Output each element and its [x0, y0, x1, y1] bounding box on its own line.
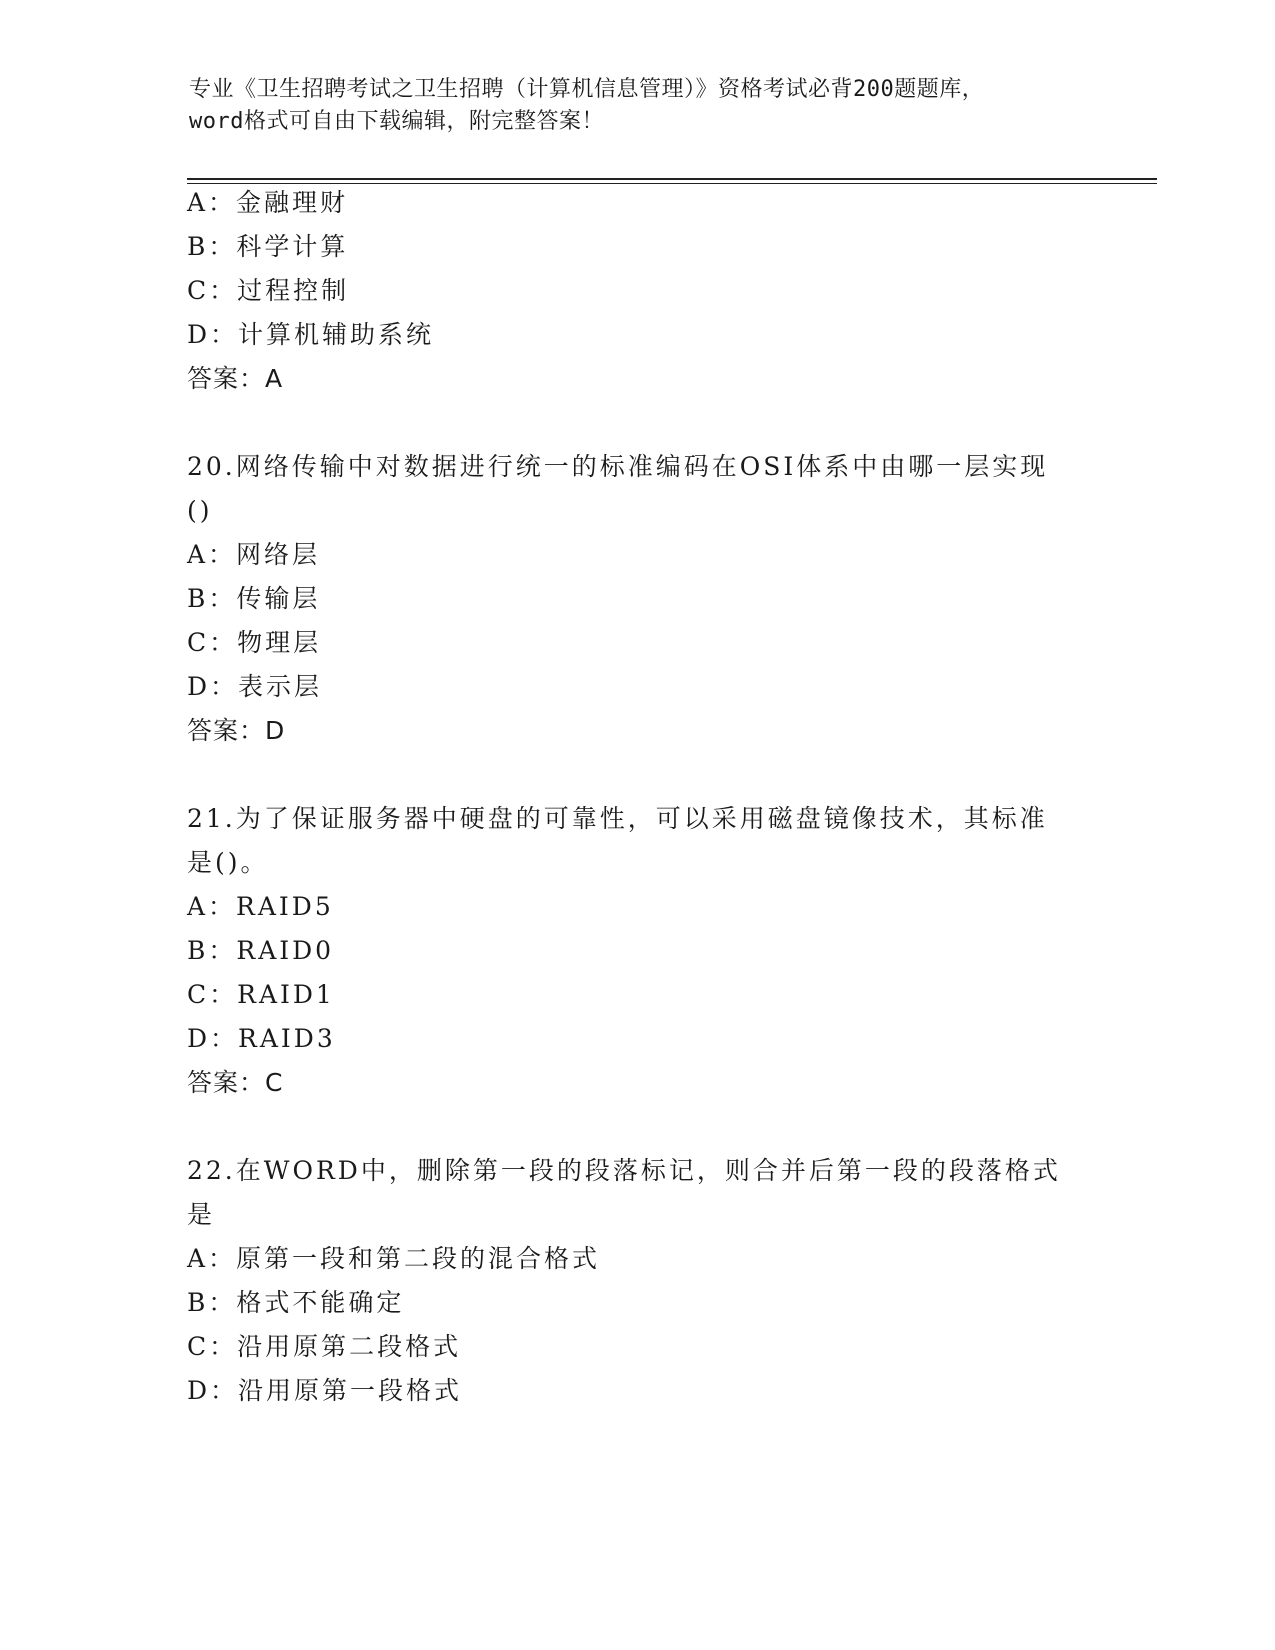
question-20-stem: 20.网络传输中对数据进行统一的标准编码在OSI体系中由哪一层实现 — [187, 452, 1049, 481]
question-20-option-b: B：传输层 — [187, 584, 321, 613]
question-20-option-a: A：网络层 — [187, 540, 321, 569]
option-b: B：科学计算 — [187, 232, 349, 261]
question-21-answer: 答案：C — [187, 1068, 284, 1097]
question-22-option-b: B：格式不能确定 — [187, 1288, 405, 1317]
question-20-option-c: C：物理层 — [187, 628, 322, 657]
question-22-stem: 22.在WORD中，删除第一段的段落标记，则合并后第一段的段落格式 — [187, 1156, 1061, 1185]
question-22-stem-cont: 是 — [187, 1200, 216, 1229]
option-d: D：计算机辅助系统 — [187, 320, 435, 349]
header-divider-thick — [187, 178, 1157, 180]
question-21-option-c: C：RAID1 — [187, 980, 335, 1009]
question-20-option-d: D：表示层 — [187, 672, 323, 701]
question-21-option-d: D：RAID3 — [187, 1024, 336, 1053]
header-divider-thin — [187, 183, 1157, 184]
question-22-option-a: A：原第一段和第二段的混合格式 — [187, 1244, 601, 1273]
question-22-option-c: C：沿用原第二段格式 — [187, 1332, 462, 1361]
question-21-option-b: B：RAID0 — [187, 936, 335, 965]
question-20-answer: 答案：D — [187, 716, 286, 745]
option-a: A：金融理财 — [187, 188, 349, 217]
question-21-stem-cont: 是()。 — [187, 848, 269, 877]
question-21-option-a: A：RAID5 — [187, 892, 334, 921]
header-title-line-1: 专业《卫生招聘考试之卫生招聘（计算机信息管理）》资格考试必背200题题库， — [189, 77, 985, 102]
question-22-option-d: D：沿用原第一段格式 — [187, 1376, 463, 1405]
answer-line: 答案：A — [187, 364, 284, 393]
question-20-stem-cont: () — [187, 496, 213, 525]
question-21-stem: 21.为了保证服务器中硬盘的可靠性，可以采用磁盘镜像技术，其标准 — [187, 804, 1048, 833]
document-header — [189, 74, 1089, 138]
option-c: C：过程控制 — [187, 276, 350, 305]
header-title-line-2: word格式可自由下载编辑，附完整答案！ — [189, 109, 604, 134]
